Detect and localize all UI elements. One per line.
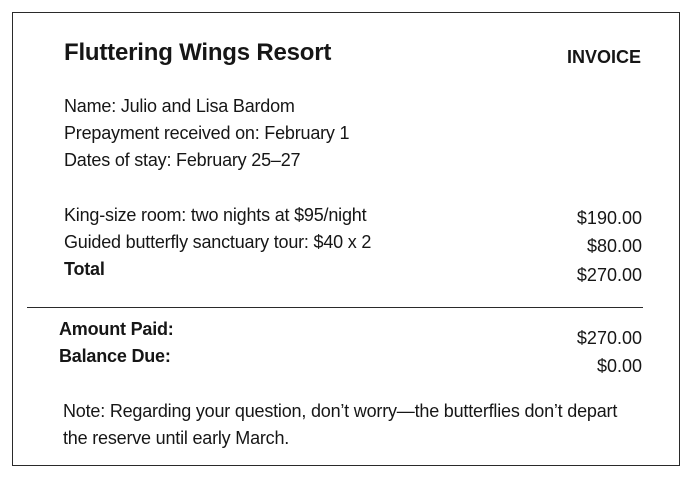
total-amount: $270.00 xyxy=(576,265,642,285)
prepayment-date: Prepayment received on: February 1 xyxy=(64,123,350,143)
item-description-room: King-size room: two nights at $95/night xyxy=(64,205,367,225)
section-divider xyxy=(27,307,643,308)
item-description-tour: Guided butterfly sanctuary tour: $40 x 2 xyxy=(64,232,372,252)
stay-dates: Dates of stay: February 25–27 xyxy=(64,150,301,170)
amount-paid-value: $270.00 xyxy=(576,328,642,348)
note-text: Note: Regarding your question, don’t worry—the butterflies don’t depart the reserve until early March. xyxy=(63,401,618,448)
item-amount-room: $190.00 xyxy=(576,208,642,228)
balance-due-label: Balance Due: xyxy=(59,346,171,366)
resort-name: Fluttering Wings Resort xyxy=(64,39,332,66)
total-label: Total xyxy=(64,259,105,279)
invoice-card xyxy=(12,12,680,466)
item-amount-tour: $80.00 xyxy=(586,236,642,256)
amount-paid-label: Amount Paid: xyxy=(59,319,174,339)
guest-name: Name: Julio and Lisa Bardom xyxy=(64,96,295,116)
balance-due-value: $0.00 xyxy=(596,356,642,376)
document-type: INVOICE xyxy=(566,47,641,67)
